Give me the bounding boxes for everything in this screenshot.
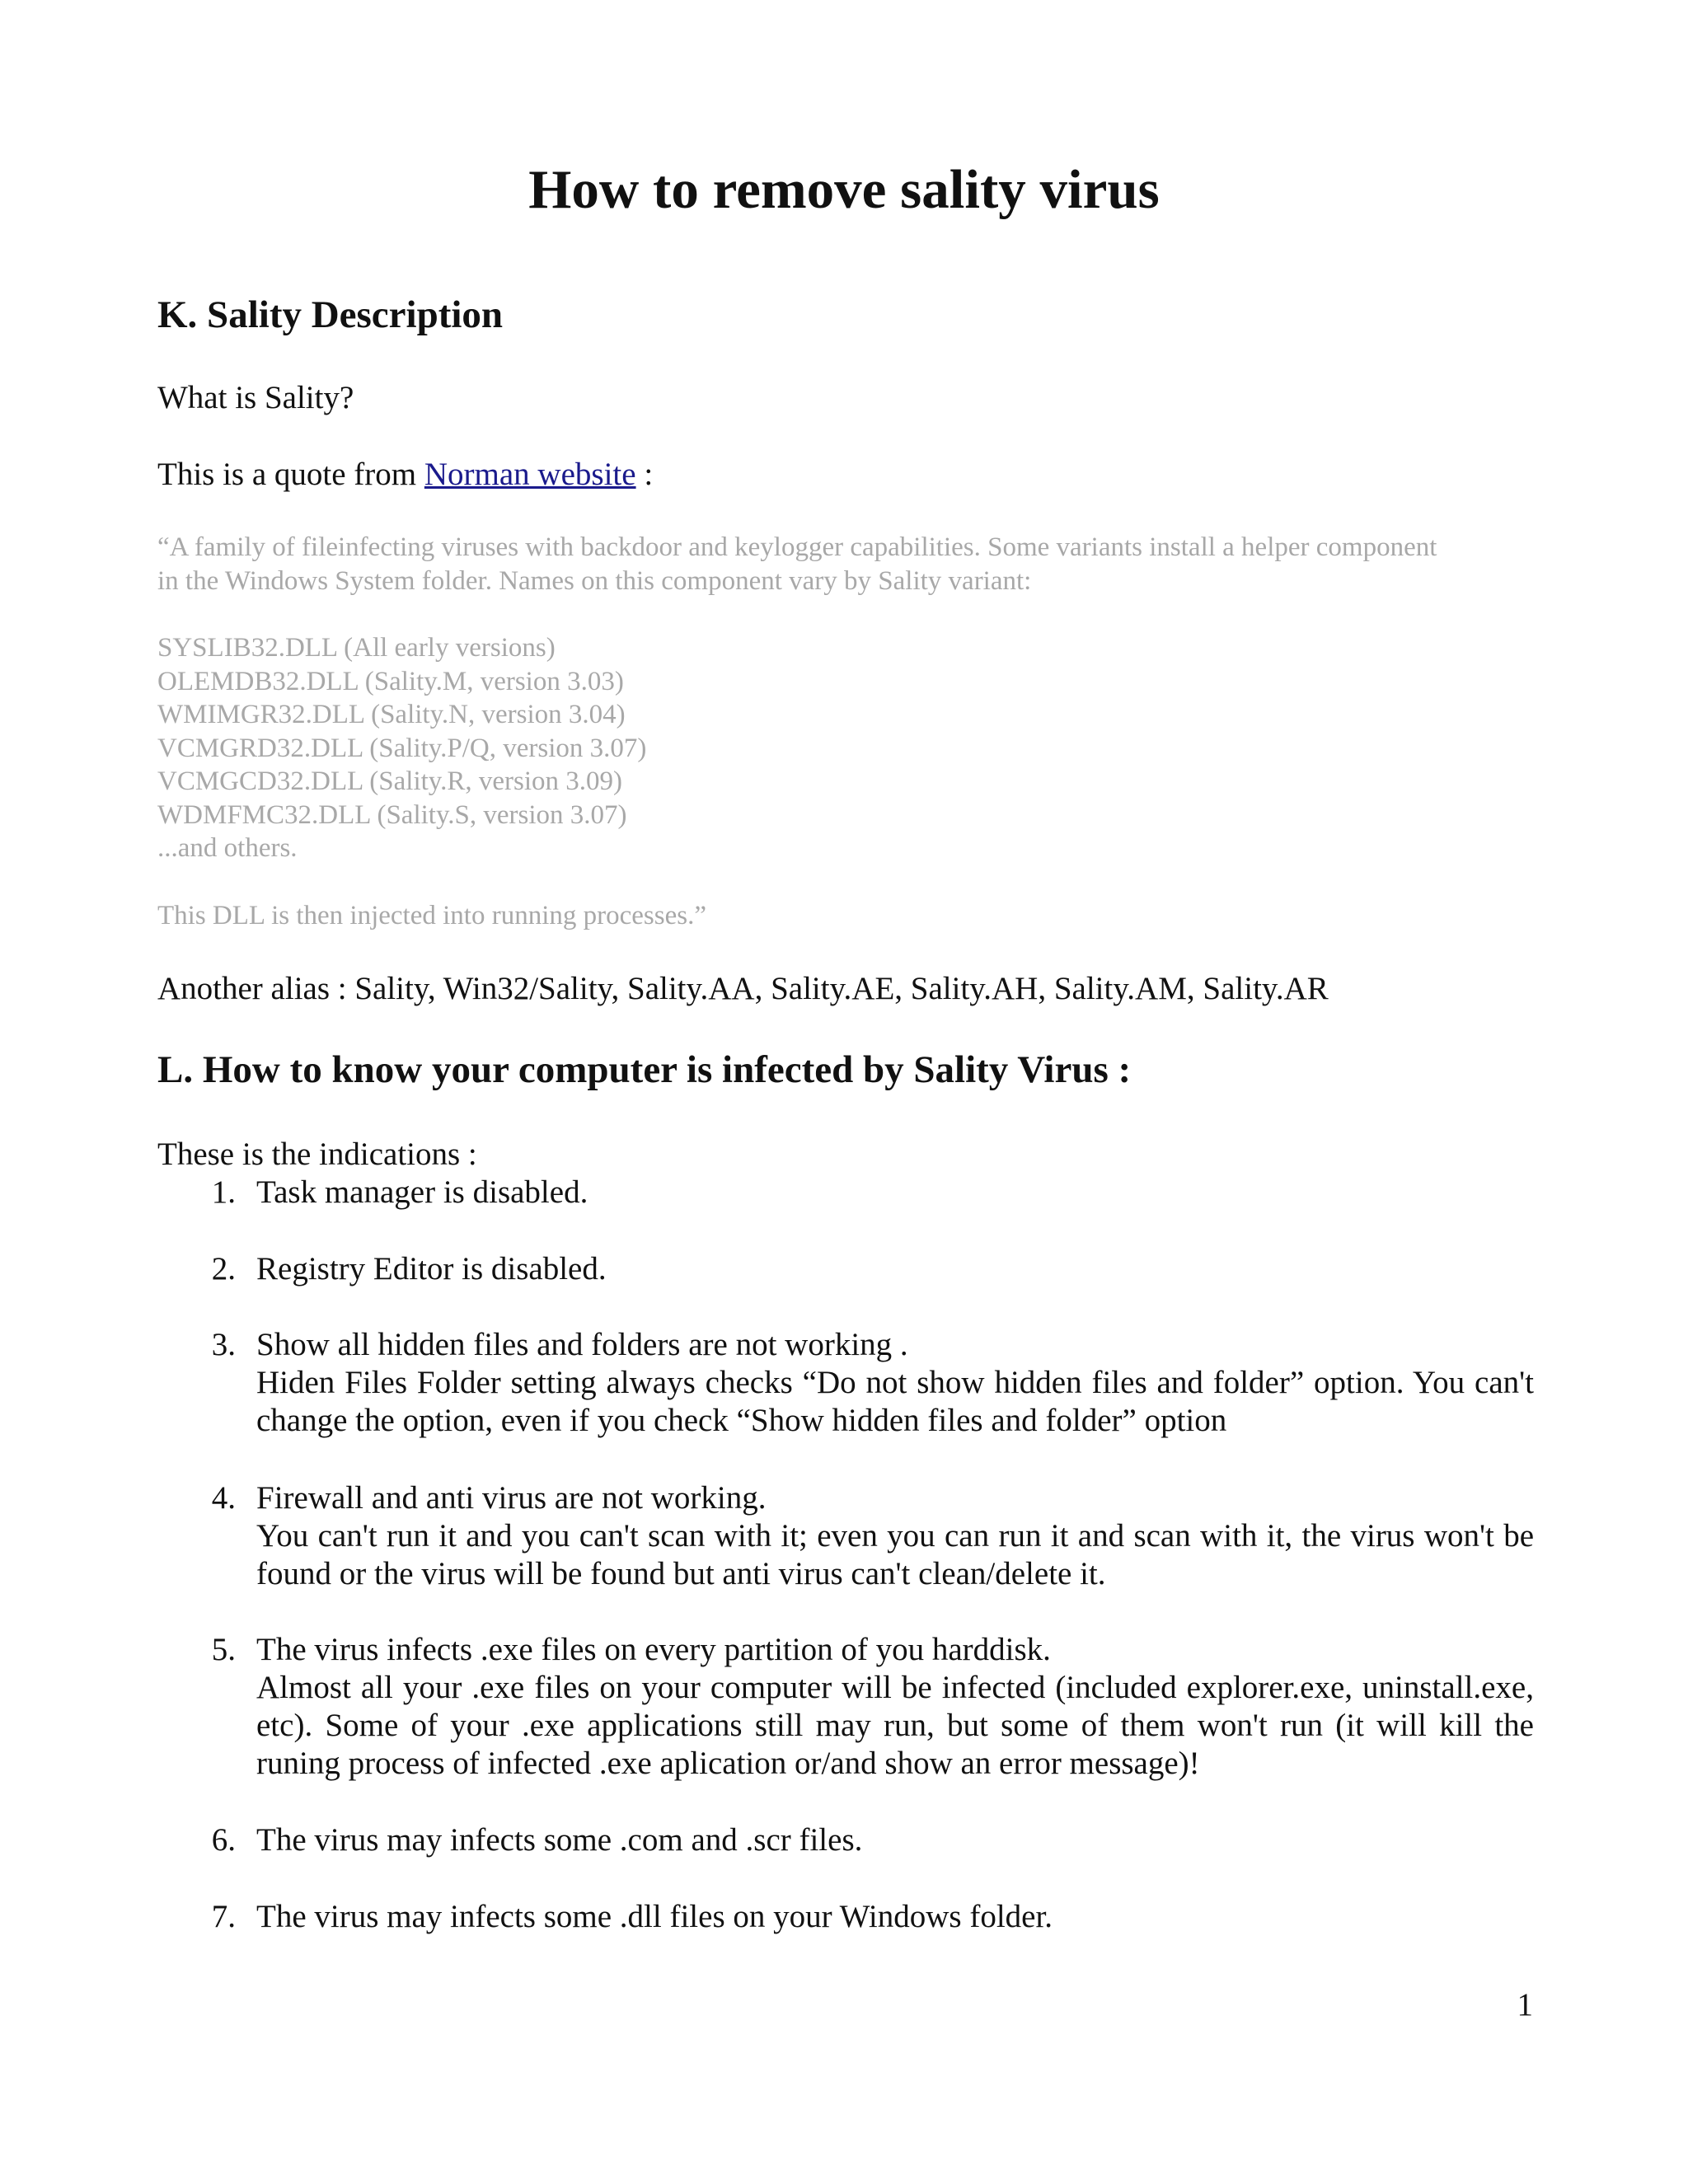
list-item-description: Hiden Files Folder setting always checks “Do not show hidden files and folder” option. You can't change the option, even if you check “Show hidden files and folder” option xyxy=(256,1365,1534,1438)
dll-list-item: ...and others. xyxy=(157,833,298,863)
list-item-number: 2 . xyxy=(203,1250,236,1288)
quote-intro-before: This is a quote from xyxy=(157,457,424,492)
list-item-description: You can't run it and you can't scan with it; even you can run it and scan with it, the virus won't be found or the virus will be found but anti virus can't clean/delete it. xyxy=(256,1518,1534,1591)
dll-list-item: VCMGRD32.DLL (Sality.P/Q, version 3.07) xyxy=(157,733,647,763)
quote-line: in the Windows System folder. Names on this component vary by Sality variant: xyxy=(157,565,1032,596)
dll-list xyxy=(157,631,1534,865)
list-item-text: The virus may infects some .com and .scr files. xyxy=(256,1822,863,1858)
list-item-number: 4 . xyxy=(203,1479,236,1517)
dll-list-item: VCMGCD32.DLL (Sality.R, version 3.09) xyxy=(157,766,623,796)
list-item-number: 1 . xyxy=(203,1174,236,1212)
quote-line: “A family of fileinfecting viruses with backdoor and keylogger capabilities. Some variants install a helper component xyxy=(157,532,1437,562)
page-number: 1 xyxy=(1517,1987,1533,2022)
indications-intro: These is the indications : xyxy=(157,1137,477,1172)
quote-block xyxy=(157,531,1534,598)
list-item-number: 3 . xyxy=(203,1326,236,1364)
list-item-number: 6 . xyxy=(203,1821,236,1859)
list-item-text: Show all hidden files and folders are not working . xyxy=(256,1327,908,1362)
norman-website-link[interactable]: Norman website xyxy=(424,457,636,492)
list-item-text: Registry Editor is disabled. xyxy=(256,1251,607,1286)
document-title: How to remove sality virus xyxy=(528,159,1160,220)
list-item-text: Task manager is disabled. xyxy=(256,1174,588,1210)
section-k-heading: K. Sality Description xyxy=(157,293,504,336)
quote-intro xyxy=(157,456,653,494)
quote-intro-after: : xyxy=(635,457,654,492)
dll-list-item: WMIMGR32.DLL (Sality.N, version 3.04) xyxy=(157,700,626,729)
list-item-number: 7 . xyxy=(203,1898,236,1936)
list-item-text: Firewall and anti virus are not working. xyxy=(256,1480,767,1516)
list-item-description: Almost all your .exe files on your computer will be infected (included explorer.exe, uninstall.exe, etc). Some of your .exe applications still may run, but some of them won't run (it will kill the runing process of infected .exe aplication or/and show an error message)! xyxy=(256,1670,1534,1781)
section-l-heading: L. How to know your computer is infected by Sality Virus : xyxy=(157,1048,1132,1091)
alias-line: Another alias : Sality, Win32/Sality, Sality.AA, Sality.AE, Sality.AH, Sality.AM, Sality.AR xyxy=(157,971,1329,1006)
dll-list-item: SYSLIB32.DLL (All early versions) xyxy=(157,633,556,663)
list-item-text: The virus infects .exe files on every partition of you harddisk. xyxy=(256,1632,1051,1667)
list-item-text: The virus may infects some .dll files on your Windows folder. xyxy=(256,1899,1053,1934)
dll-list-item: OLEMDB32.DLL (Sality.M, version 3.03) xyxy=(157,666,624,696)
sality-question: What is Sality? xyxy=(157,380,354,415)
dll-list-item: WDMFMC32.DLL (Sality.S, version 3.07) xyxy=(157,799,627,830)
list-item-number: 5 . xyxy=(203,1631,236,1669)
quote-end xyxy=(157,899,1534,933)
quote-end-line: This DLL is then injected into running processes.” xyxy=(157,901,706,930)
